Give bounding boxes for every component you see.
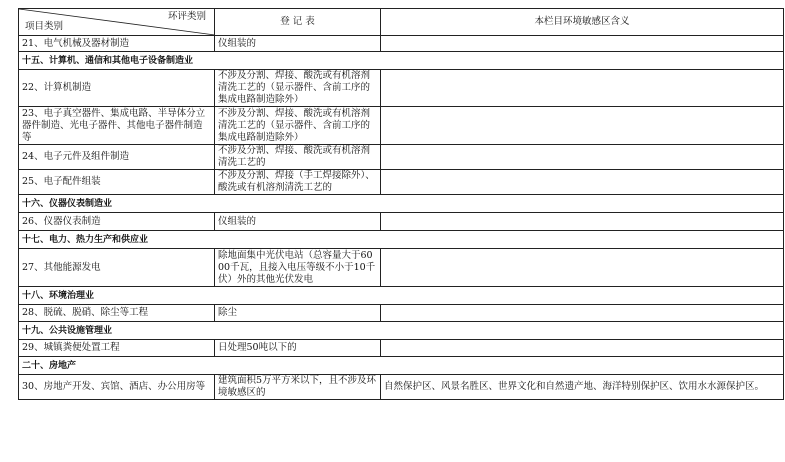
- section-row: [19, 287, 784, 305]
- registration-requirement: 除尘: [215, 305, 381, 322]
- item-row: [19, 305, 784, 322]
- item-name: 29、城镇粪便处置工程: [19, 340, 215, 357]
- section-title: 十九、公共设施管理业: [19, 322, 784, 340]
- item-row: [19, 249, 784, 287]
- registration-requirement: 除地面集中光伏电站（总容量大于6000千瓦，且接入电压等级不小于10千伏）外的其他光伏发电: [215, 249, 381, 287]
- sensitive-area-definition: [381, 70, 784, 107]
- header-diagonal-cell: [19, 9, 215, 36]
- item-name: 22、计算机制造: [19, 70, 215, 107]
- section-row: [19, 195, 784, 213]
- header-sensitive-area: 本栏目环境敏感区含义: [381, 9, 784, 36]
- item-row: [19, 375, 784, 400]
- section-title: 十五、计算机、通信和其他电子设备制造业: [19, 52, 784, 70]
- item-row: [19, 107, 784, 145]
- item-row: [19, 70, 784, 107]
- sensitive-area-definition: [381, 145, 784, 170]
- item-row: [19, 170, 784, 195]
- sensitive-area-definition: [381, 249, 784, 287]
- item-name: 27、其他能源发电: [19, 249, 215, 287]
- registration-requirement: 建筑面积5万平方米以下，且不涉及环境敏感区的: [215, 375, 381, 400]
- sensitive-area-definition: [381, 170, 784, 195]
- item-row: [19, 36, 784, 52]
- header-row: [19, 9, 784, 36]
- item-name: 26、仪器仪表制造: [19, 213, 215, 231]
- registration-requirement: 不涉及分割、焊接（手工焊接除外）、酸洗或有机溶剂清洗工艺的: [215, 170, 381, 195]
- header-registration: 登 记 表: [215, 9, 381, 36]
- sensitive-area-definition: [381, 36, 784, 52]
- registration-requirement: 仪组装的: [215, 36, 381, 52]
- registration-requirement: 不涉及分割、焊接、酸洗或有机溶剂清洗工艺的: [215, 145, 381, 170]
- item-name: 30、房地产开发、宾馆、酒店、办公用房等: [19, 375, 215, 400]
- section-row: [19, 357, 784, 375]
- item-row: [19, 213, 784, 231]
- item-name: 28、脱硫、脱硝、除尘等工程: [19, 305, 215, 322]
- sensitive-area-definition: [381, 213, 784, 231]
- item-name: 25、电子配件组装: [19, 170, 215, 195]
- sensitive-area-definition: [381, 340, 784, 357]
- section-row: [19, 52, 784, 70]
- section-title: 二十、房地产: [19, 357, 784, 375]
- item-row: [19, 340, 784, 357]
- section-title: 十七、电力、热力生产和供应业: [19, 231, 784, 249]
- registration-requirement: 不涉及分割、焊接、酸洗或有机溶剂清洗工艺的（显示器件、含前工序的集成电路制造除外）: [215, 70, 381, 107]
- registration-requirement: 不涉及分割、焊接、酸洗或有机溶剂清洗工艺的（显示器件、含前工序的集成电路制造除外）: [215, 107, 381, 145]
- registration-table-page: [18, 8, 784, 400]
- item-name: 24、电子元件及组件制造: [19, 145, 215, 170]
- sensitive-area-definition: 自然保护区、风景名胜区、世界文化和自然遗产地、海洋特别保护区、饮用水水源保护区。: [381, 375, 784, 400]
- item-row: [19, 145, 784, 170]
- section-title: 十六、仪器仪表制造业: [19, 195, 784, 213]
- section-title: 十八、环境治理业: [19, 287, 784, 305]
- sensitive-area-definition: [381, 305, 784, 322]
- registration-requirement: 日处理50吨以下的: [215, 340, 381, 357]
- section-row: [19, 322, 784, 340]
- section-row: [19, 231, 784, 249]
- sensitive-area-definition: [381, 107, 784, 145]
- header-category-label: 环评类别: [167, 11, 206, 22]
- item-name: 23、电子真空器件、集成电路、半导体分立器件制造、光电子器件、其他电子器件制造等: [19, 107, 215, 145]
- registration-table: [18, 8, 784, 400]
- header-project-label: 项目类别: [25, 21, 64, 32]
- registration-requirement: 仪组装的: [215, 213, 381, 231]
- item-name: 21、电气机械及器材制造: [19, 36, 215, 52]
